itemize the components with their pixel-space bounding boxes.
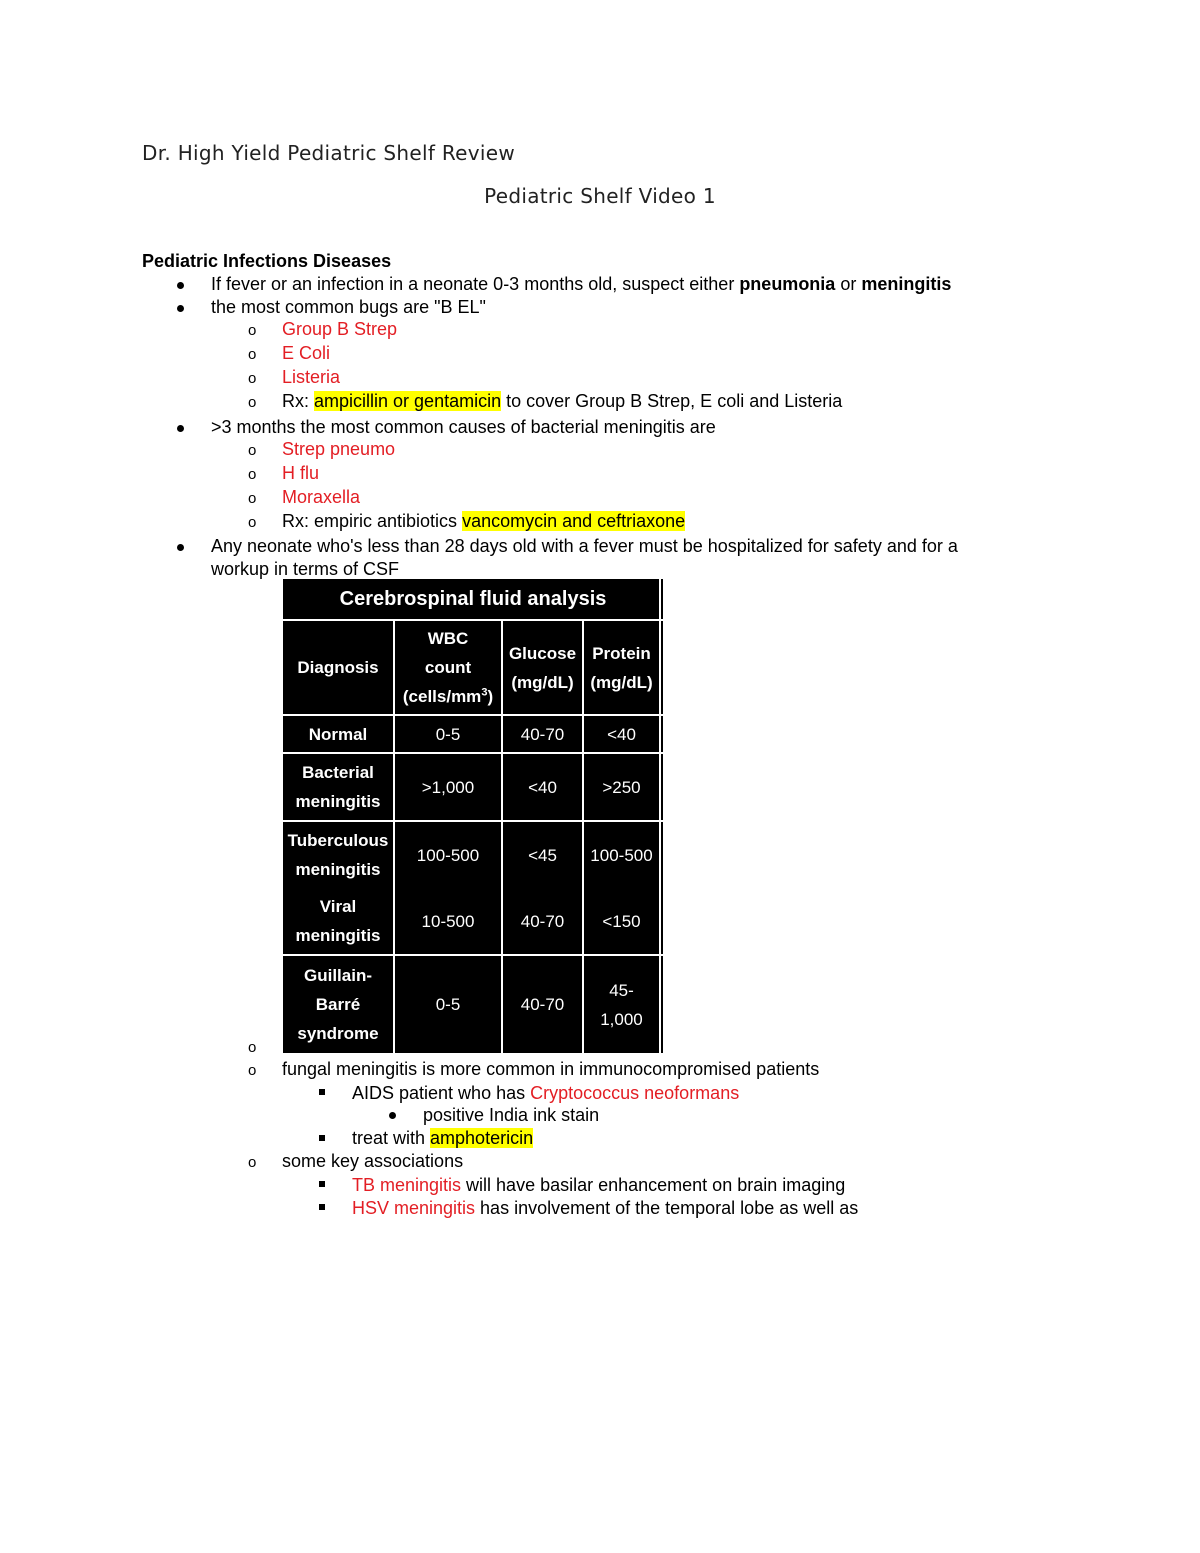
text: will have basilar enhancement on brain imaging bbox=[461, 1175, 846, 1195]
text: Rx: bbox=[282, 391, 315, 411]
sub-item-listeria: Listeria bbox=[282, 367, 341, 387]
diagnosis-text: Viral bbox=[319, 897, 357, 916]
bullet-common-bugs: the most common bugs are "B EL" bbox=[211, 297, 486, 317]
diagnosis-text: Tuberculous bbox=[287, 831, 389, 850]
header-text: (mg/dL) bbox=[511, 672, 574, 692]
highlighted-drug: ampicillin or gentamicin bbox=[314, 391, 502, 411]
bullet-neonate-hospitalize-line1: Any neonate who's less than 28 days old with a fever must be hospitalized for safety and for a bbox=[211, 536, 958, 556]
red-term: HSV meningitis bbox=[352, 1198, 476, 1218]
square-bullet-icon bbox=[319, 1089, 325, 1095]
row-diagnosis bbox=[283, 956, 393, 1053]
document-subtitle: Pediatric Shelf Video 1 bbox=[484, 184, 716, 208]
sub-bullet-icon: o bbox=[248, 346, 257, 363]
highlighted-drug: vancomycin and ceftriaxone bbox=[462, 511, 686, 531]
bullet-icon bbox=[177, 305, 184, 312]
sub-bullet-icon: o bbox=[248, 490, 257, 507]
csf-analysis-table bbox=[283, 579, 663, 1053]
sub-bullet-icon: o bbox=[248, 1062, 257, 1079]
header-protein bbox=[584, 621, 659, 714]
cell-wbc: 0-5 bbox=[435, 724, 461, 744]
row-diagnosis: Normal bbox=[308, 724, 368, 744]
sub-bullet-icon: o bbox=[248, 1039, 257, 1056]
sub-bullet-icon: o bbox=[248, 514, 257, 531]
sub-bullet-icon: o bbox=[248, 442, 257, 459]
header-glucose bbox=[503, 621, 582, 714]
sub-item-moraxella: Moraxella bbox=[282, 487, 361, 507]
red-term: Cryptococcus neoformans bbox=[530, 1083, 740, 1103]
cell-protein: <150 bbox=[602, 911, 641, 931]
table-title: Cerebrospinal fluid analysis bbox=[339, 587, 607, 610]
header-text: Protein bbox=[592, 643, 651, 663]
diagnosis-text: Bacterial bbox=[302, 763, 374, 782]
sub-item-strep-pneumo: Strep pneumo bbox=[282, 439, 396, 459]
header-text: (cells/mm bbox=[402, 687, 482, 706]
item-india-ink: positive India ink stain bbox=[423, 1105, 600, 1125]
cell-protein bbox=[584, 956, 659, 1053]
sub-bullet-icon: o bbox=[248, 322, 257, 339]
bullet-icon bbox=[389, 1112, 396, 1119]
sub-item-rx-empiric bbox=[282, 510, 685, 532]
square-bullet-icon bbox=[319, 1135, 325, 1141]
text: treat with bbox=[352, 1128, 431, 1148]
sub-item-group-b-strep: Group B Strep bbox=[282, 319, 398, 339]
cell-glucose: 40-70 bbox=[520, 724, 565, 744]
bullet-icon bbox=[177, 544, 184, 551]
cell-glucose: 40-70 bbox=[520, 911, 565, 931]
item-aids-patient bbox=[352, 1082, 739, 1104]
cell-glucose: <40 bbox=[528, 777, 557, 797]
sub-bullet-icon: o bbox=[248, 394, 257, 411]
item-treat-amphotericin bbox=[352, 1127, 533, 1149]
bullet-over-3-months: >3 months the most common causes of bacterial meningitis are bbox=[211, 417, 716, 437]
protein-text: 1,000 bbox=[600, 1009, 643, 1029]
sub-item-key-associations: some key associations bbox=[282, 1151, 464, 1171]
square-bullet-icon bbox=[319, 1204, 325, 1210]
red-term: TB meningitis bbox=[352, 1175, 462, 1195]
highlighted-drug: amphotericin bbox=[430, 1128, 534, 1148]
cell-protein: 100-500 bbox=[590, 845, 653, 865]
header-text: count bbox=[424, 658, 472, 677]
section-heading: Pediatric Infections Diseases bbox=[142, 251, 392, 271]
diagnosis-text: meningitis bbox=[295, 860, 381, 879]
diagnosis-text: Barré bbox=[315, 995, 361, 1014]
document-title: Dr. High Yield Pediatric Shelf Review bbox=[142, 141, 516, 165]
cell-wbc: 0-5 bbox=[435, 995, 461, 1014]
protein-text: 45- bbox=[609, 980, 634, 1000]
header-wbc-count bbox=[395, 621, 501, 714]
item-tb-meningitis bbox=[352, 1174, 845, 1196]
row-diagnosis bbox=[283, 888, 393, 954]
table-divider bbox=[659, 579, 661, 1053]
diagnosis-text: Guillain- bbox=[304, 966, 372, 985]
cell-glucose: <45 bbox=[528, 845, 557, 865]
text: has involvement of the temporal lobe as well as bbox=[475, 1198, 859, 1218]
cell-wbc: >1,000 bbox=[421, 777, 475, 797]
header-text: ) bbox=[487, 687, 494, 706]
header-diagnosis: Diagnosis bbox=[297, 658, 379, 677]
text: or bbox=[835, 274, 862, 294]
diagnosis-text: meningitis bbox=[295, 926, 381, 945]
sub-item-h-flu: H flu bbox=[282, 463, 320, 483]
cell-wbc: 10-500 bbox=[421, 911, 475, 931]
bold-term-meningitis: meningitis bbox=[861, 274, 952, 294]
superscript: 3 bbox=[481, 686, 488, 699]
square-bullet-icon bbox=[319, 1181, 325, 1187]
diagnosis-text: meningitis bbox=[295, 792, 381, 811]
row-diagnosis bbox=[283, 822, 393, 888]
text: to cover Group B Strep, E coli and Listeria bbox=[501, 391, 843, 411]
header-text: (mg/dL) bbox=[590, 672, 653, 692]
sub-item-rx-neonate bbox=[282, 390, 842, 412]
text: Rx: empiric antibiotics bbox=[282, 511, 463, 531]
sub-bullet-icon: o bbox=[248, 1154, 257, 1171]
sub-item-fungal-meningitis: fungal meningitis is more common in immunocompromised patients bbox=[282, 1059, 820, 1079]
diagnosis-text: syndrome bbox=[297, 1024, 379, 1043]
bullet-icon bbox=[177, 425, 184, 432]
sub-bullet-icon: o bbox=[248, 466, 257, 483]
sub-bullet-icon: o bbox=[248, 370, 257, 387]
bold-term-pneumonia: pneumonia bbox=[739, 274, 836, 294]
bullet-neonate-hospitalize-line2: workup in terms of CSF bbox=[211, 559, 400, 579]
bullet-fever-neonate bbox=[211, 273, 951, 295]
item-hsv-meningitis bbox=[352, 1197, 858, 1219]
bullet-icon bbox=[177, 282, 184, 289]
header-units bbox=[403, 682, 493, 711]
sub-item-e-coli: E Coli bbox=[282, 343, 331, 363]
cell-wbc: 100-500 bbox=[416, 845, 480, 865]
header-text: WBC bbox=[427, 629, 469, 648]
header-text: Glucose bbox=[508, 643, 577, 663]
cell-protein: <40 bbox=[607, 724, 636, 744]
text: AIDS patient who has bbox=[352, 1083, 531, 1103]
row-diagnosis bbox=[283, 754, 393, 820]
cell-glucose: 40-70 bbox=[520, 995, 565, 1014]
cell-protein: >250 bbox=[602, 777, 641, 797]
text: If fever or an infection in a neonate 0-3 months old, suspect either bbox=[211, 274, 740, 294]
